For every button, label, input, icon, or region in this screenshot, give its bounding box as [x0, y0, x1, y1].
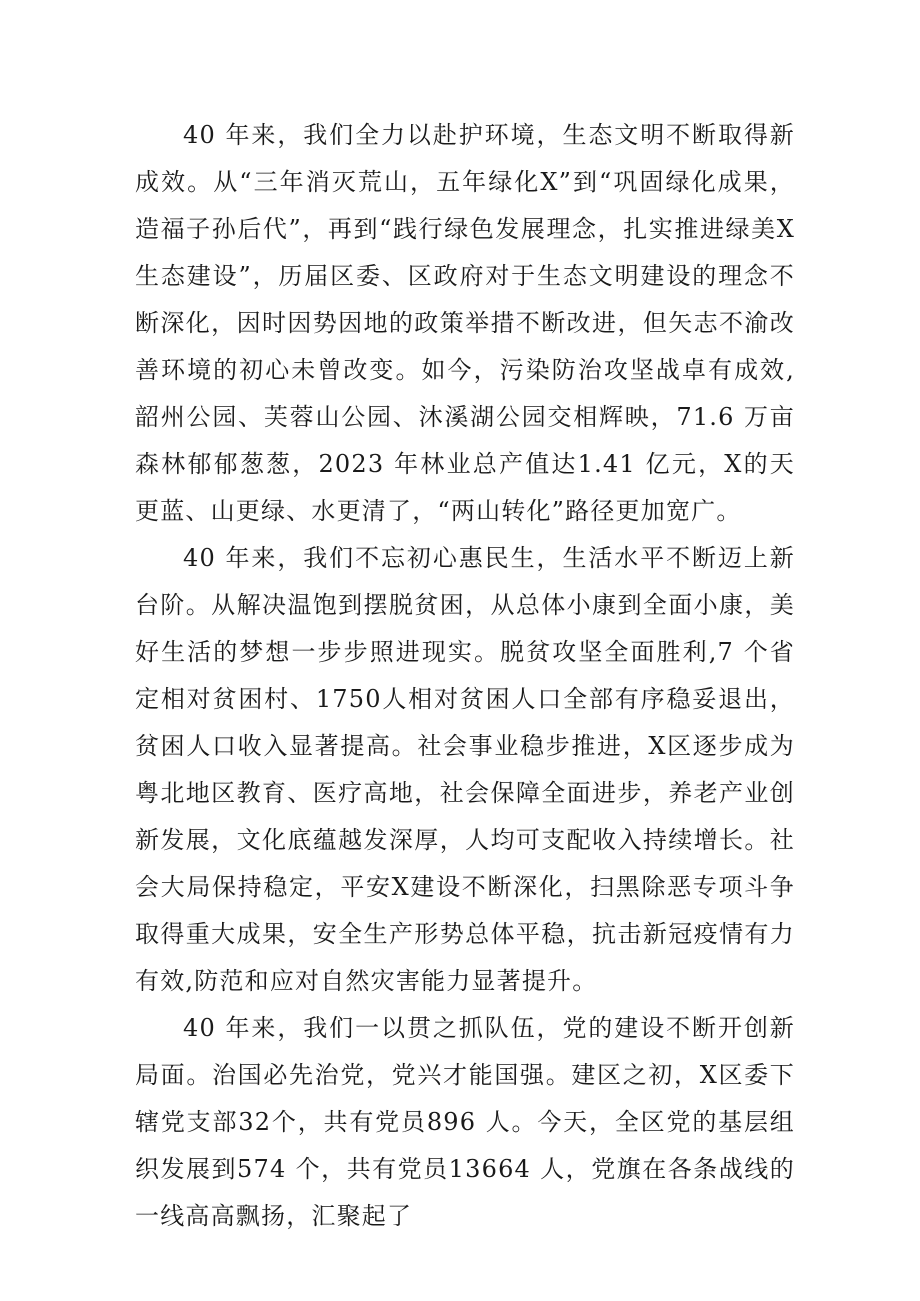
- paragraph-party-building: 40 年来，我们一以贯之抓队伍，党的建设不断开创新局面。治国必先治党，党兴才能国强。建区之初，X区委下辖党支部32个，共有党员896 人。今天，全区党的基层组织发展到574 个，共有党员13664 人，党旗在各条战线的一线高高飘扬，汇聚起了: [135, 1014, 795, 1230]
- document-body: [135, 112, 795, 1240]
- paragraph-ecology: 40 年来，我们全力以赴护环境，生态文明不断取得新成效。从“三年消灭荒山，五年绿化X”到“巩固绿化成果，造福子孙后代”，再到“践行绿色发展理念，扎实推进绿美X生态建设”，历届区委、区政府对于生态文明建设的理念不断深化，因时因势因地的政策举措不断改进，但矢志不渝改善环境的初心未曾改变。如今，污染防治攻坚战卓有成效,韶州公园、芙蓉山公园、沐溪湖公园交相辉映，71.6 万亩森林郁郁葱葱，2023 年林业总产值达1.41 亿元，X的天更蓝、山更绿、水更清了，“两山转化”路径更加宽广。: [135, 121, 795, 525]
- paragraph-livelihood: 40 年来，我们不忘初心惠民生，生活水平不断迈上新台阶。从解决温饱到摆脱贫困，从总体小康到全面小康，美好生活的梦想一步步照进现实。脱贫攻坚全面胜利,7 个省定相对贫困村、1750人相对贫困人口全部有序稳妥退出，贫困人口收入显著提高。社会事业稳步推进，X区逐步成为粤北地区教育、医疗高地，社会保障全面进步，养老产业创新发展，文化底蕴越发深厚，人均可支配收入持续增长。社会大局保持稳定，平安X建设不断深化，扫黑除恶专项斗争取得重大成果，安全生产形势总体平稳，抗击新冠疫情有力有效,防范和应对自然灾害能力显著提升。: [135, 544, 795, 995]
